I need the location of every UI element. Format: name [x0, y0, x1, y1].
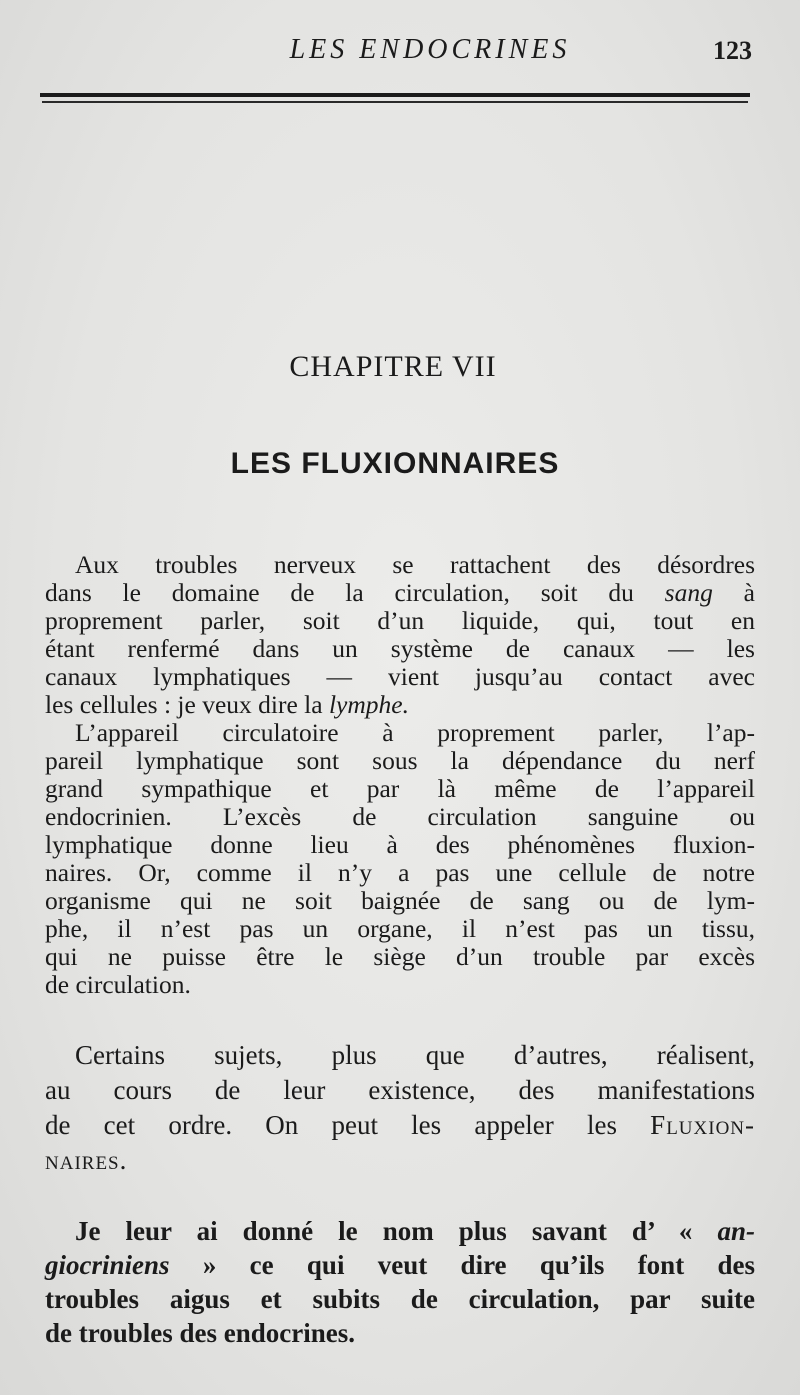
- text-line: Certains sujets, plus que d’autres, réalisent,: [75, 1040, 755, 1070]
- text-line: lymphatique donne lieu à des phénomènes fluxion-: [45, 830, 755, 859]
- page-number: 123: [713, 36, 752, 65]
- text-line: de circulation.: [45, 970, 191, 999]
- text-line: les cellules : je veux dire la lymphe.: [45, 690, 409, 719]
- text-line: dans le domaine de la circulation, soit du sang à: [45, 578, 755, 607]
- text-line: grand sympathique et par là même de l’appareil: [45, 774, 755, 803]
- text-line: de troubles des endocrines.: [45, 1318, 356, 1348]
- text-line: pareil lymphatique sont sous la dépendance du nerf: [45, 746, 755, 775]
- text-line: endocrinien. L’excès de circulation sanguine ou: [45, 802, 755, 831]
- text-line: au cours de leur existence, des manifestations: [45, 1075, 755, 1105]
- text-line: proprement parler, soit d’un liquide, qui, tout en: [45, 606, 755, 635]
- text-line: Je leur ai donné le nom plus savant d’ « an-: [75, 1216, 755, 1246]
- text-line: Aux troubles nerveux se rattachent des désordres: [75, 550, 755, 579]
- text-line: giocriniens » ce qui veut dire qu’ils font des: [45, 1250, 755, 1280]
- paragraph-1: [45, 551, 755, 999]
- text-line: naires. Or, comme il n’y a pas une cellule de notre: [45, 858, 755, 887]
- text-line: phe, il n’est pas un organe, il n’est pas un tissu,: [45, 914, 755, 943]
- header-rule-thin: [42, 101, 748, 103]
- chapter-title: LES FLUXIONNAIRES: [230, 447, 560, 480]
- text-line: canaux lymphatiques — vient jusqu’au contact avec: [45, 662, 755, 691]
- text-line: étant renfermé dans un système de canaux — les: [45, 634, 755, 663]
- chapter-label: CHAPITRE VII: [289, 350, 497, 383]
- text-line: naires.: [45, 1145, 128, 1175]
- header-rule-thick: [40, 93, 750, 97]
- paragraph-3: [45, 1214, 755, 1350]
- text-line: troubles aigus et subits de circulation, par suite: [45, 1284, 755, 1314]
- text-line: de cet ordre. On peut les appeler les Fluxion-: [45, 1110, 755, 1140]
- running-title: LES ENDOCRINES: [289, 34, 571, 65]
- text-line: L’appareil circulatoire à proprement parler, l’ap-: [75, 718, 755, 747]
- text-line: organisme qui ne soit baignée de sang ou de lym-: [45, 886, 755, 915]
- paragraph-2: [45, 1038, 755, 1178]
- text-line: qui ne puisse être le siège d’un trouble par excès: [45, 942, 755, 971]
- running-header: [40, 34, 752, 74]
